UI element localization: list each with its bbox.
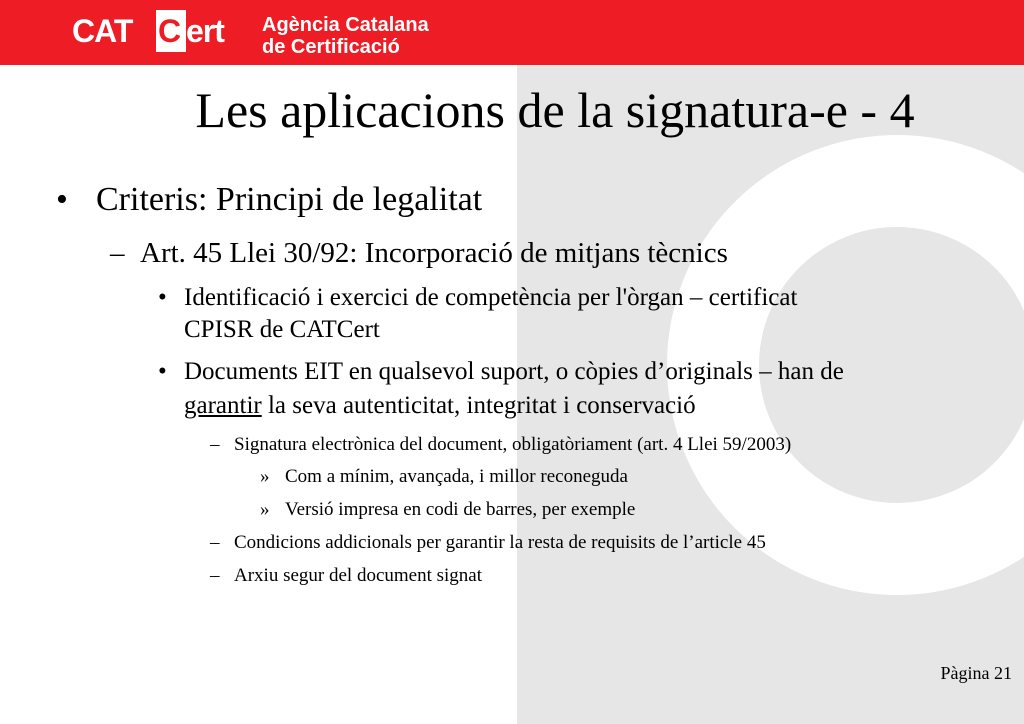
text-l3b-line1: Documents EIT en qualsevol suport, o còpies d’originals – han de: [184, 358, 844, 385]
header-bar: [0, 0, 1024, 65]
text-l3a-line1: Identificació i exercici de competència per l'òrgan – certificat: [184, 284, 798, 311]
page-number: Pàgina 21: [940, 663, 1012, 683]
bullet-l3b: •: [158, 358, 167, 385]
agency-name-line1: Agència Catalana: [262, 14, 429, 36]
mark-l5a: »: [260, 466, 270, 487]
dash-l4c: –: [210, 565, 220, 586]
bullet-l1: •: [56, 181, 68, 218]
dash-l4a: –: [210, 434, 220, 455]
underlined-garantir: garantir: [184, 392, 262, 419]
text-l3a-line2: CPISR de CATCert: [184, 316, 380, 343]
text-l5b-versio: Versió impresa en codi de barres, per exemple: [285, 499, 636, 520]
text-l1-criteris: Criteris: Principi de legalitat: [96, 181, 483, 218]
mark-l5b: »: [260, 499, 270, 520]
text-l4a-signatura: Signatura electrònica del document, obligatòriament (art. 4 Llei 59/2003): [234, 434, 792, 455]
logo-text-cat: CAT: [72, 13, 133, 49]
slide-title: Les aplicacions de la signatura-e - 4: [195, 82, 915, 138]
text-l3b-line2-rest: la seva autenticitat, integritat i conservació: [261, 392, 696, 419]
bullet-l3a: •: [158, 284, 167, 311]
agency-name: [262, 14, 429, 58]
text-l3b-line2: [184, 390, 696, 422]
logo-text-c: C: [158, 13, 182, 49]
dash-l4b: –: [210, 532, 220, 553]
text-l5a-minim: Com a mínim, avançada, i millor reconeguda: [285, 466, 628, 487]
text-l2-art45: Art. 45 Llei 30/92: Incorporació de mitjans tècnics: [140, 237, 728, 269]
logo-text-ert: ert: [186, 13, 224, 49]
logo-c-box: [156, 10, 186, 52]
dash-l2: –: [110, 237, 125, 269]
text-l4c-arxiu: Arxiu segur del document signat: [234, 565, 483, 586]
agency-name-line2: de Certificació: [262, 36, 400, 58]
text-l4b-condicions: Condicions addicionals per garantir la resta de requisits de l’article 45: [234, 532, 766, 553]
